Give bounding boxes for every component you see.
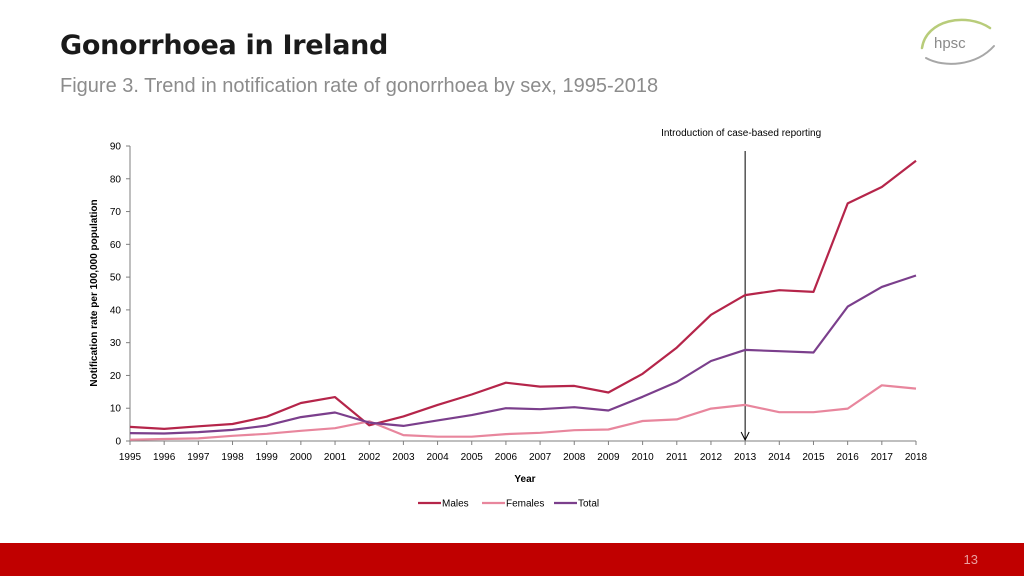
x-tick-label: 2006 <box>494 452 518 463</box>
annotation <box>661 128 821 440</box>
series-lines <box>130 161 916 440</box>
x-tick-label: 2007 <box>528 452 552 463</box>
x-tick-label: 2018 <box>904 452 928 463</box>
legend-label-total: Total <box>578 498 600 510</box>
x-tick-label: 2015 <box>802 452 825 463</box>
y-tick-label: 80 <box>109 174 121 186</box>
x-axis <box>119 441 928 463</box>
x-tick-label: 1999 <box>255 452 278 463</box>
y-axis-title: Notification rate per 100,000 population <box>89 199 100 387</box>
y-tick-label: 0 <box>115 436 121 448</box>
legend <box>418 499 599 510</box>
x-tick-label: 2000 <box>289 452 312 463</box>
x-tick-label: 2001 <box>323 452 347 463</box>
x-tick-label: 2010 <box>631 452 654 463</box>
x-tick-label: 1998 <box>221 452 244 463</box>
legend-label-males: Males <box>442 498 469 510</box>
annotation-label: Introduction of case-based reporting <box>661 128 822 139</box>
y-tick-label: 90 <box>109 141 121 153</box>
y-tick-label: 10 <box>109 403 121 415</box>
x-tick-label: 2011 <box>666 452 688 463</box>
y-tick-label: 40 <box>109 305 121 317</box>
y-tick-label: 30 <box>109 338 121 350</box>
footer-bar <box>0 543 1024 576</box>
x-tick-label: 1995 <box>118 452 142 463</box>
x-tick-label: 2017 <box>870 452 893 463</box>
y-tick-label: 50 <box>109 272 121 284</box>
x-tick-label: 2009 <box>597 452 620 463</box>
x-tick-label: 2013 <box>734 452 757 463</box>
y-axis <box>110 142 130 448</box>
x-tick-label: 1996 <box>153 452 176 463</box>
x-tick-label: 2003 <box>392 452 415 463</box>
x-tick-label: 2014 <box>768 452 791 463</box>
x-tick-label: 2008 <box>563 452 586 463</box>
figure-caption: Figure 3. Trend in notification rate of gonorrhoea by sex, 1995-2018 <box>60 75 659 97</box>
x-tick-label: 2016 <box>836 452 859 463</box>
series-line-total <box>130 276 916 434</box>
legend-label-females: Females <box>506 498 545 510</box>
x-tick-label: 2005 <box>460 452 483 463</box>
y-tick-label: 60 <box>109 239 121 251</box>
logo-text: hpsc <box>934 35 966 52</box>
x-tick-label: 2012 <box>699 452 723 463</box>
x-axis-title: Year <box>514 474 536 485</box>
slide-title: Gonorrhoea in Ireland <box>60 30 389 61</box>
x-tick-label: 2004 <box>426 452 449 463</box>
series-line-females <box>130 385 916 439</box>
x-tick-label: 2002 <box>358 452 381 463</box>
y-tick-label: 20 <box>109 370 121 382</box>
page-number: 13 <box>963 552 978 567</box>
y-tick-label: 70 <box>109 207 121 219</box>
x-tick-label: 1997 <box>187 452 210 463</box>
series-line-males <box>130 161 916 429</box>
